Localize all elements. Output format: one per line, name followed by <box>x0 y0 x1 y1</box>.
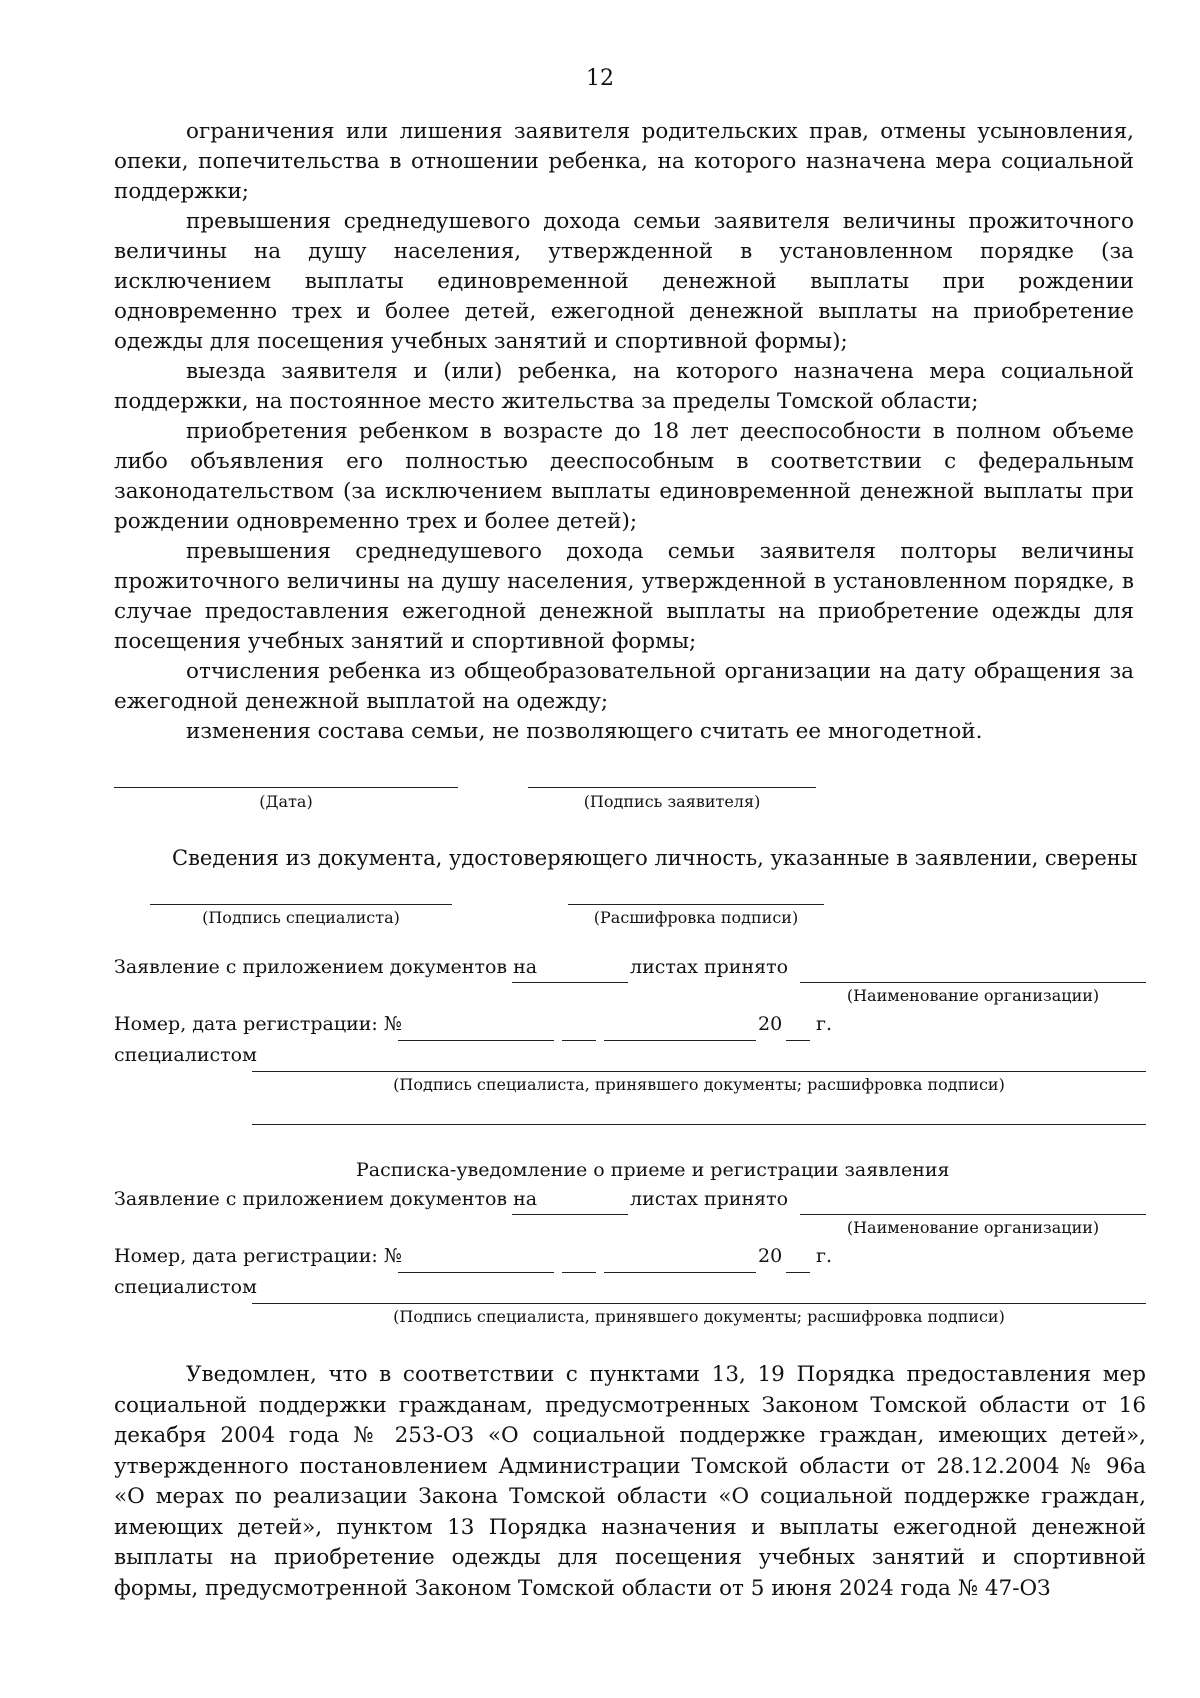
accept1-reg-number-line <box>398 1040 554 1041</box>
signature-decoding-line <box>568 904 824 905</box>
receipt-sheets-label: листах принято <box>630 1188 789 1210</box>
accept1-sheets-label: листах принято <box>630 956 789 978</box>
date-caption: (Дата) <box>259 792 313 811</box>
receipt-year-prefix: 20 <box>758 1245 783 1267</box>
verification-statement: Сведения из документа, удостоверяющего личность, указанные в заявлении, сверены <box>172 846 1138 870</box>
accept1-org-caption: (Наименование организации) <box>846 986 1100 1005</box>
paragraph-2: превышения среднедушевого дохода семьи заявителя величины прожиточного величины на душу населения, утвержденной в установленном порядке (за исключением выплаты единовременной денежной выплаты при рождении одновременно трех и более детей, ежегодной денежной выплаты на приобретение одежды для посещения учебных занятий и спортивной формы); <box>114 209 1134 354</box>
signature-decoding-caption: (Расшифровка подписи) <box>593 908 799 927</box>
paragraph-1: ограничения или лишения заявителя родительских прав, отмены усыновления, опеки, попечительства в отношении ребенка, на которого назначена мера социальной поддержки; <box>114 119 1134 204</box>
notice-paragraph: Уведомлен, что в соответствии с пунктами 13, 19 Порядка предоставления мер социальной поддержки гражданам, предусмотренных Законом Томской области от 16 декабря 2004 года № 253-ОЗ «О социальной поддержке граждан, имеющих детей», утвержденного постановлением Администрации Томской области от 28.12.2004 № 96а «О мерах по реализации Закона Томской области «О социальной поддержке граждан, имеющих детей», пунктом 13 Порядка назначения и выплаты ежегодной денежной выплаты на приобретение одежды для посещения учебных занятий и спортивной формы, предусмотренной Законом Томской области от 5 июня 2024 года № 47-ОЗ <box>114 1362 1146 1601</box>
receipt-specialist-caption: (Подпись специалиста, принявшего документы; расшифровка подписи) <box>393 1307 1005 1326</box>
receipt-reg-number-line <box>398 1272 554 1273</box>
accept1-reg-day-line <box>562 1040 596 1041</box>
accept1-specialist-line <box>252 1071 1146 1072</box>
receipt-specialist-line <box>252 1303 1146 1304</box>
applicant-signature-caption: (Подпись заявителя) <box>583 792 761 811</box>
applicant-signature-line <box>528 787 816 788</box>
receipt-specialist-label: специалистом <box>114 1276 257 1298</box>
accept1-year-line <box>786 1040 810 1041</box>
receipt-year-line <box>786 1272 810 1273</box>
accept1-reg-month-line <box>604 1040 756 1041</box>
accept1-docs-label: Заявление с приложением документов на <box>114 956 538 978</box>
receipt-title: Расписка-уведомление о приеме и регистрации заявления <box>356 1159 950 1181</box>
accept1-org-line <box>800 982 1146 983</box>
accept1-year-prefix: 20 <box>758 1013 783 1035</box>
paragraph-5: превышения среднедушевого дохода семьи заявителя полторы величины прожиточного величины на душу населения, утвержденной в установленном порядке, в случае предоставления ежегодной денежной выплаты на приобретение одежды для посещения учебных занятий и спортивной формы; <box>114 539 1134 654</box>
accept1-reg-label: Номер, дата регистрации: № <box>114 1013 402 1035</box>
receipt-org-caption: (Наименование организации) <box>846 1218 1100 1237</box>
receipt-sheets-count-line <box>512 1214 628 1215</box>
paragraph-4: приобретения ребенком в возрасте до 18 лет дееспособности в полном объеме либо объявления его полностью дееспособным в соответствии с федеральным законодательством (за исключением выплаты единовременной денежной выплаты при рождении одновременно трех и более детей); <box>114 419 1134 534</box>
specialist-signature-caption: (Подпись специалиста) <box>202 908 400 927</box>
accept1-specialist-caption: (Подпись специалиста, принявшего документы; расшифровка подписи) <box>393 1075 1005 1094</box>
accept1-specialist-label: специалистом <box>114 1044 257 1066</box>
receipt-reg-day-line <box>562 1272 596 1273</box>
receipt-year-suffix: г. <box>816 1245 832 1267</box>
receipt-docs-label: Заявление с приложением документов на <box>114 1188 538 1210</box>
receipt-reg-label: Номер, дата регистрации: № <box>114 1245 402 1267</box>
page-number: 12 <box>586 66 614 91</box>
receipt-org-line <box>800 1214 1146 1215</box>
specialist-signature-line <box>150 904 452 905</box>
paragraph-3: выезда заявителя и (или) ребенка, на которого назначена мера социальной поддержки, на постоянное место жительства за пределы Томской области; <box>114 359 1134 414</box>
accept1-extra-line <box>252 1124 1146 1125</box>
paragraph-6: отчисления ребенка из общеобразовательной организации на дату обращения за ежегодной денежной выплатой на одежду; <box>114 659 1134 714</box>
paragraph-7: изменения состава семьи, не позволяющего считать ее многодетной. <box>186 719 983 744</box>
accept1-sheets-count-line <box>512 982 628 983</box>
receipt-reg-month-line <box>604 1272 756 1273</box>
date-line <box>114 787 458 788</box>
accept1-year-suffix: г. <box>816 1013 832 1035</box>
